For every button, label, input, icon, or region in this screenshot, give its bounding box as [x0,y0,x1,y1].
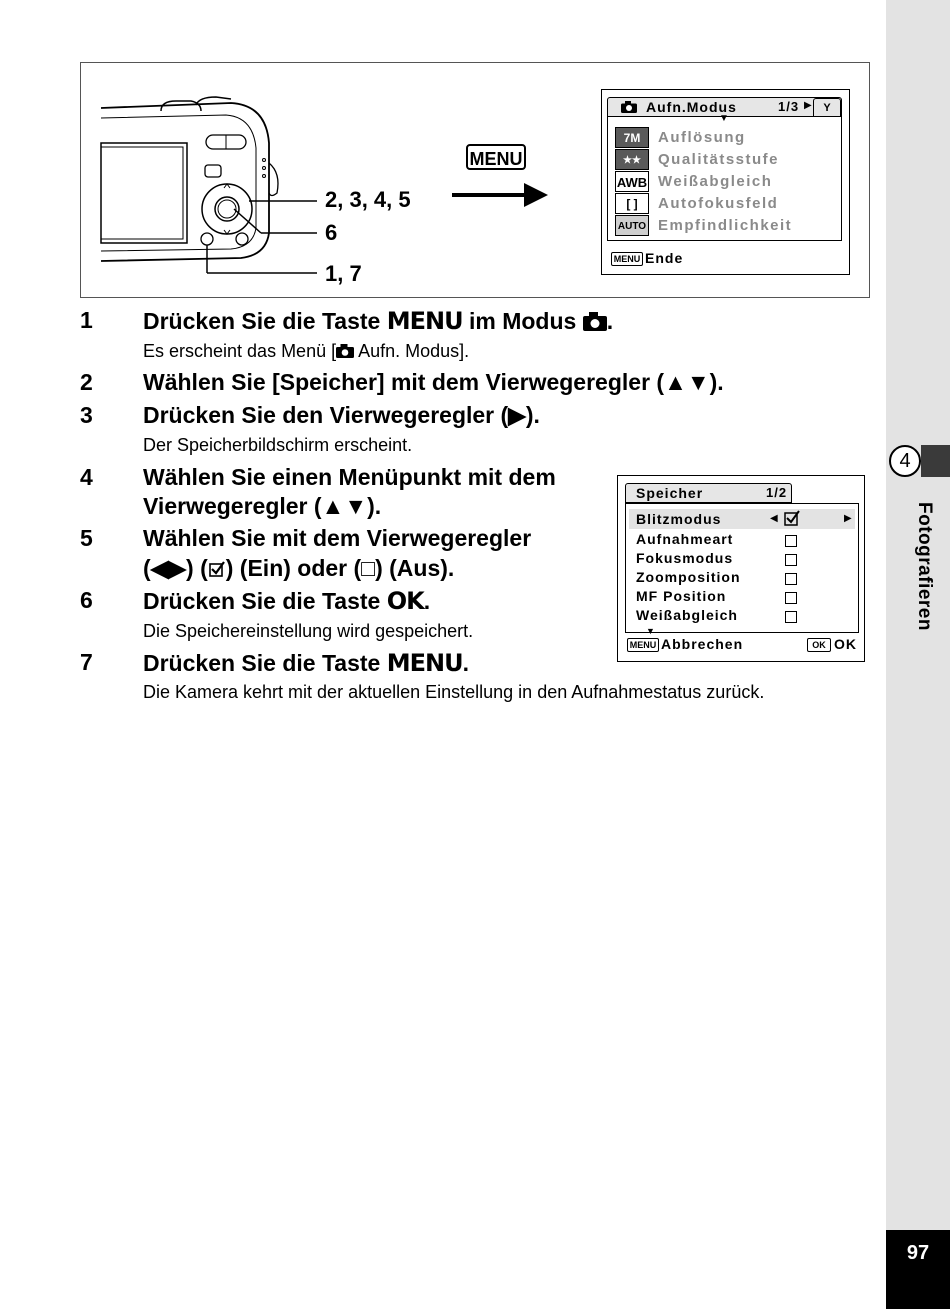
step-number-4: 4 [80,464,93,490]
menu-item-qualitaetsstufe[interactable]: Qualitätsstufe [658,151,780,168]
arrow-right-icon [450,180,550,210]
step-1-text: Drücken Sie die Taste [143,308,387,334]
screen-page-indicator: 1/2 [766,485,788,500]
menu-key-icon: MENU [627,638,659,652]
step-5-text-b: ) (Ein) oder (□) (Aus). [225,555,455,581]
screen-page-indicator: 1/3 [778,99,800,114]
step-number-7: 7 [80,649,93,675]
setup-wrench-icon: Y [813,98,841,116]
triangle-right-icon: ▶ [844,513,852,524]
checkbox-unchecked-icon[interactable] [785,611,797,623]
step-4-heading-line1: Wählen Sie einen Menüpunkt mit dem [143,464,556,490]
af-area-icon: [ ] [615,193,649,214]
step-6-description: Die Speichereinstellung wird gespeichert. [143,621,474,641]
iso-auto-icon: AUTO [615,215,649,236]
footer-ok-label[interactable]: OK [834,636,857,652]
screen-title: Speicher [636,485,704,501]
camera-screen-record-menu [601,89,850,275]
footer-exit-label[interactable]: Ende [645,250,684,266]
camera-screen-memory-menu [617,475,865,662]
step-5-text-a: (◀▶) ( [143,555,208,581]
menu-item-mf-position[interactable]: MF Position [636,588,727,604]
step-7-heading [143,649,469,677]
step-1-heading [143,307,613,335]
chapter-marker-bar [921,445,950,477]
checkbox-unchecked-icon[interactable] [785,535,797,547]
checkbox-checked-icon [208,560,226,578]
step-1-text-2: im Modus [462,308,583,334]
camera-icon [583,312,607,331]
step-7-period: . [462,650,469,676]
step-6-heading [143,587,430,615]
step-7-description: Die Kamera kehrt mit der aktuellen Einstellung in den Aufnahmestatus zurück. [143,682,765,702]
camera-back-illustration [81,63,341,298]
step-5-heading-line1: Wählen Sie mit dem Vierwegeregler [143,525,532,551]
period: . [606,308,614,334]
step-3-heading: Drücken Sie den Vierwegeregler (▶). [143,402,540,428]
checkbox-checked-icon[interactable] [784,510,800,526]
triangle-down-icon: ▼ [719,113,729,124]
menu-key-label: MENU [386,649,463,677]
callout-steps-2-5: 2, 3, 4, 5 [325,187,411,212]
step-1-desc-text-2: Aufn. Modus]. [354,341,470,361]
quality-icon: ★★ [615,149,649,170]
menu-item-weissabgleich[interactable]: Weißabgleich [658,173,773,190]
menu-key-icon: MENU [611,252,643,266]
menu-item-blitzmodus[interactable]: Blitzmodus [636,511,722,527]
checkbox-unchecked-icon[interactable] [785,573,797,585]
white-balance-icon: AWB [615,171,649,192]
menu-item-autofokusfeld[interactable]: Autofokusfeld [658,195,779,212]
callout-step-6: 6 [325,220,338,245]
camera-icon [336,344,354,358]
step-number-5: 5 [80,525,93,551]
triangle-down-icon: ▼ [646,626,655,636]
menu-item-aufnahmeart[interactable]: Aufnahmeart [636,531,734,547]
menu-item-zoomposition[interactable]: Zoomposition [636,569,741,585]
chapter-number: 4 [889,445,921,477]
camera-icon [621,101,637,113]
page-number: 97 [886,1230,950,1309]
menu-key-label: MENU [386,307,463,335]
step-6-period: . [423,588,431,614]
step-5-heading-line2 [143,555,454,582]
triangle-left-icon: ◀ [770,513,778,524]
step-number-2: 2 [80,369,93,395]
step-3-description: Der Speicherbildschirm erscheint. [143,435,413,455]
resolution-icon: 7M [615,127,649,148]
step-6-text: Drücken Sie die Taste [143,588,387,614]
menu-item-fokusmodus[interactable]: Fokusmodus [636,550,734,566]
screen-menu-list [607,117,842,241]
chapter-title: Fotografieren [914,502,935,631]
step-4-heading-line2: Vierwegeregler (▲▼). [143,493,382,519]
menu-item-empfindlichkeit[interactable]: Empfindlichkeit [658,217,793,234]
checkbox-unchecked-icon[interactable] [785,592,797,604]
step-number-6: 6 [80,587,93,613]
checkbox-unchecked-icon[interactable] [785,554,797,566]
callout-steps-1-7: 1, 7 [325,261,362,286]
step-2-heading: Wählen Sie [Speicher] mit dem Vierwegeregler (▲▼). [143,369,724,395]
menu-button-badge: MENU [466,144,526,170]
ok-key-label: OK [386,587,424,615]
step-number-1: 1 [80,307,93,333]
footer-cancel-label[interactable]: Abbrechen [661,636,744,652]
step-1-description [143,341,469,362]
screen-header [625,483,792,503]
step-1-desc-text: Es erscheint das Menü [ [143,341,337,361]
ok-key-icon: OK [807,638,831,652]
screen-menu-list [625,503,859,633]
triangle-right-icon: ▶ [804,100,812,111]
screen-title: Aufn.Modus [646,99,737,115]
menu-item-weissabgleich[interactable]: Weißabgleich [636,607,738,623]
step-7-text: Drücken Sie die Taste [143,650,387,676]
menu-item-aufloesung[interactable]: Auflösung [658,129,746,146]
step-number-3: 3 [80,402,93,428]
